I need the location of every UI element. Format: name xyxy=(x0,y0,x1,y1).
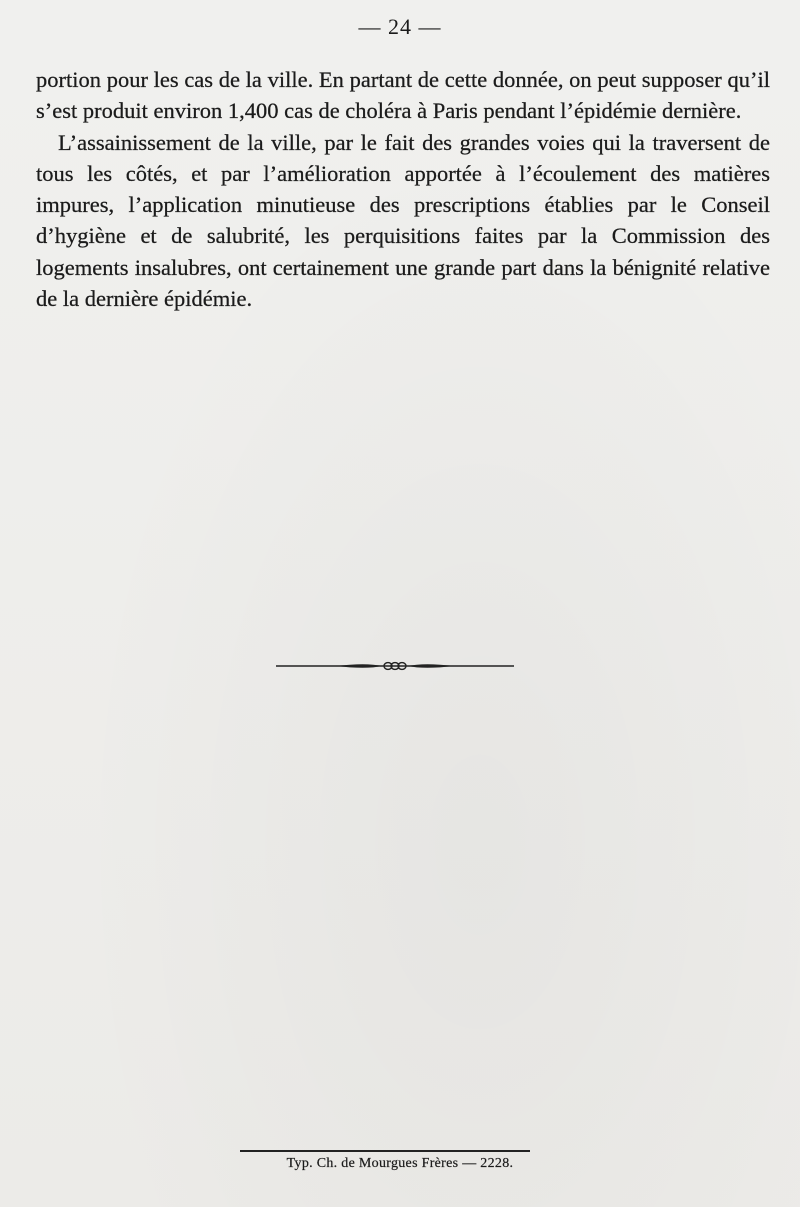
printer-imprint: Typ. Ch. de Mourgues Frères — 2228. xyxy=(286,1156,514,1171)
ornament-divider xyxy=(276,658,514,674)
page-number: — 24 — xyxy=(358,14,442,39)
paragraph-1: portion pour les cas de la ville. En partant de cette donnée, on peut supposer qu’il s’est produit environ 1,400 cas de choléra à Paris pendant l’épidémie dernière. xyxy=(36,67,770,124)
body-text xyxy=(36,64,770,314)
paragraph-2: L’assainissement de la ville, par le fait des grandes voies qui la traversent de tous les côtés, et par l’amélioration apportée à l’écoulement des matières impures, l’application minutieuse des prescriptions établies par le Conseil d’hygiène et de salubrité, les perquisitions faites par la Commission des logements insalubres, ont certainement une grande part dans la bénignité relative de la dernière épidémie. xyxy=(36,129,770,312)
footer-rule xyxy=(240,1150,530,1152)
